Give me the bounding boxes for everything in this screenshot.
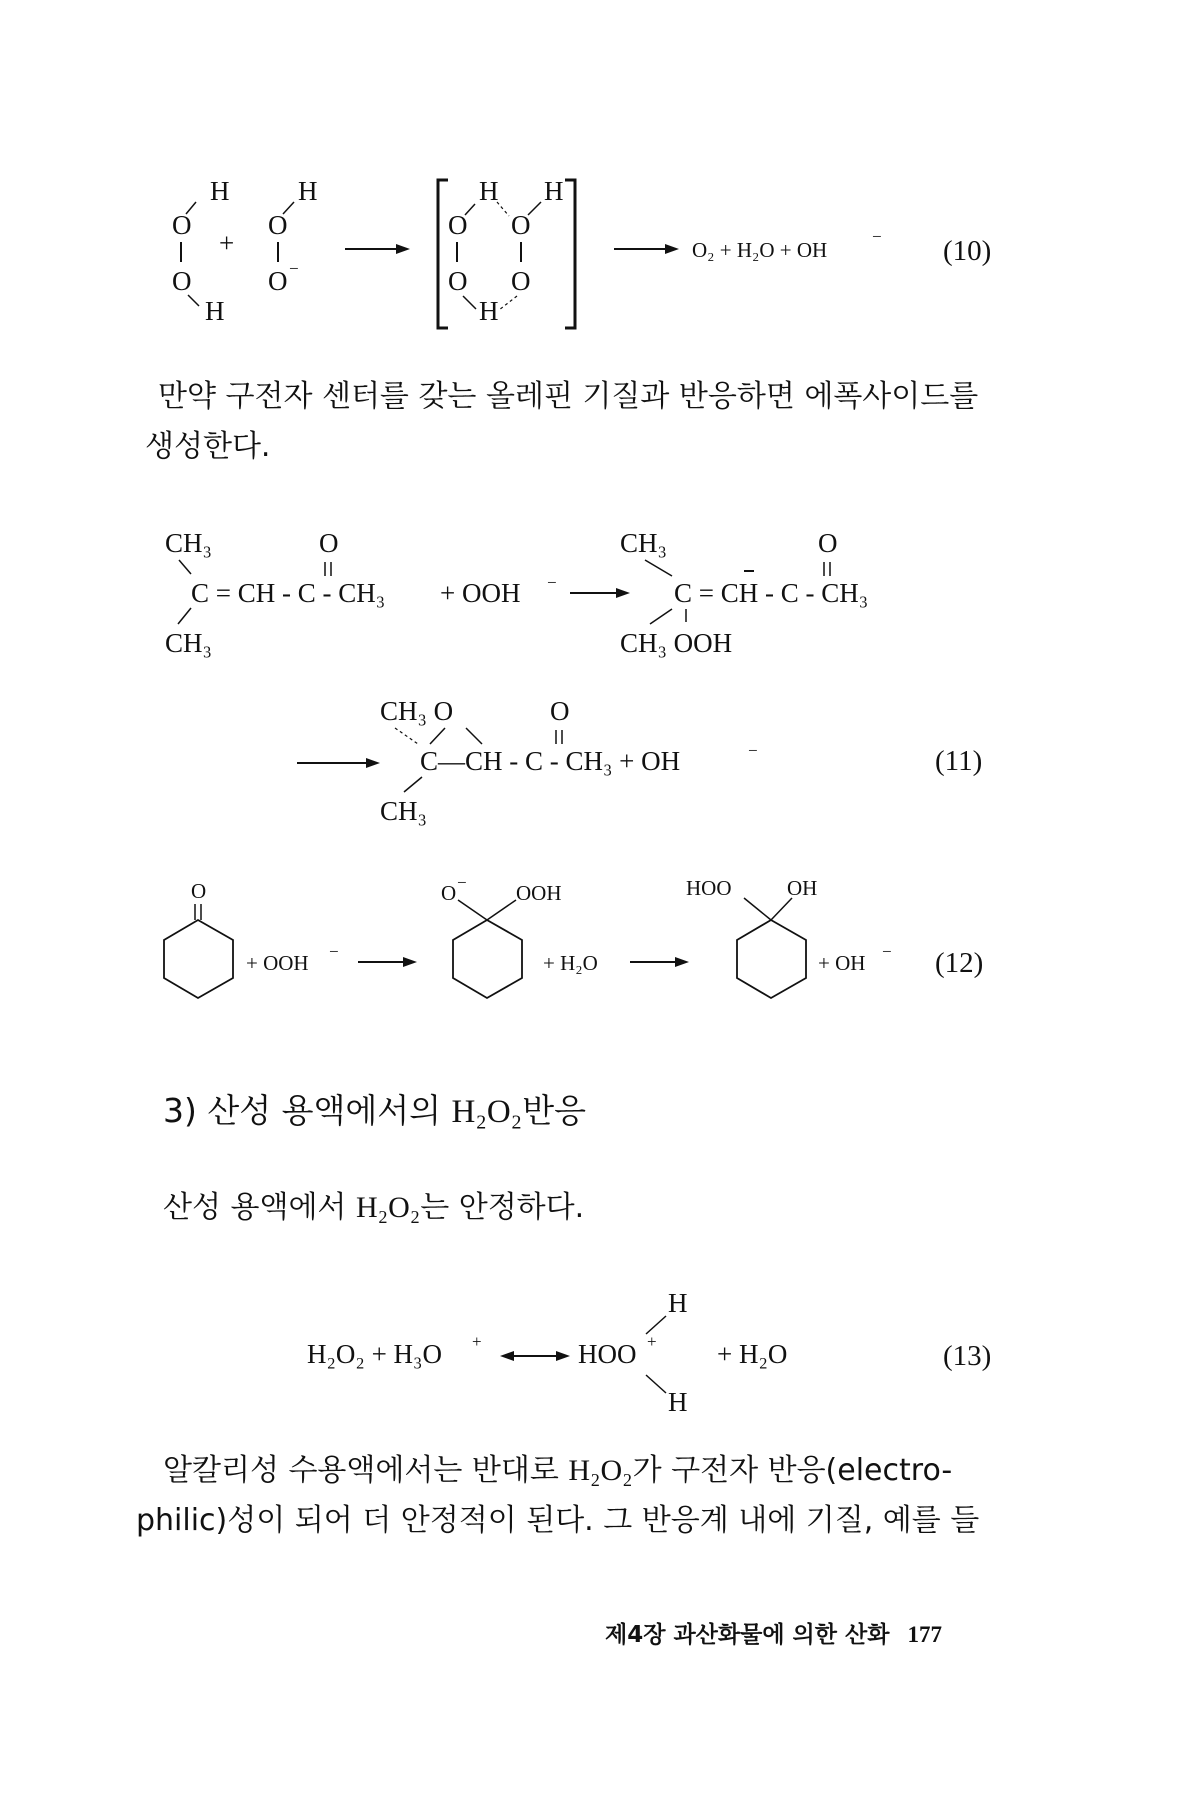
atom-o: O	[319, 528, 339, 558]
intermediate-chain: C = CH - C - CH₃	[674, 578, 869, 608]
paragraph-text: 알칼리성 수용액에서는 반대로	[163, 1453, 569, 1488]
reaction-arrow	[358, 957, 417, 967]
atom-h: H	[479, 176, 499, 206]
atom-h: H	[479, 296, 499, 326]
paragraph-text: 산성 용액에서	[163, 1190, 356, 1225]
products: O₂ + H₂O + OH	[692, 238, 828, 262]
paragraph-line: 만약 구전자 센터를 갖는 올레핀 기질과 반응하면 에폭사이드를	[158, 379, 979, 414]
paragraph-line	[136, 1446, 1026, 1496]
paragraph	[163, 1183, 584, 1233]
heading-formula: H₂O₂	[451, 1094, 523, 1130]
hydroxy-label: OH	[787, 876, 818, 900]
cyclohexanone	[164, 879, 233, 998]
charge-minus: −	[748, 741, 758, 760]
atom-h: H	[210, 176, 230, 206]
reaction-arrow	[345, 244, 410, 254]
paragraph-text: 가 구전자 반응(electro-	[632, 1453, 953, 1488]
paragraph-line: philic)성이 되어 더 안정적이 된다. 그 반응계 내에 기질, 예를 들	[136, 1503, 980, 1538]
charge-minus: −	[872, 227, 882, 246]
equation-10	[0, 170, 1200, 350]
hydroperoxy-label: HOO	[686, 876, 732, 900]
product-water: + H₂O	[717, 1339, 788, 1369]
equation-number: (10)	[943, 235, 992, 267]
atom-o: O	[511, 266, 531, 296]
paragraph	[145, 372, 1045, 472]
paragraph-formula: H₂O₂	[355, 1191, 421, 1224]
product-hydroxide: + OH	[818, 951, 866, 975]
paragraph	[136, 1446, 1026, 1546]
charge-minus: −	[547, 573, 557, 592]
equation-11	[0, 520, 1200, 830]
atom-o: O	[172, 266, 192, 296]
atom-h: H	[298, 176, 318, 206]
reactant-enone	[165, 528, 385, 658]
atom-h: H	[668, 1387, 688, 1417]
reaction-arrow	[630, 957, 689, 967]
charge-plus: +	[472, 1332, 482, 1351]
atom-o: O	[268, 266, 288, 296]
page-number: 177	[907, 1622, 942, 1647]
reagent: + H₂O	[543, 951, 598, 975]
reagent: + OOH	[246, 951, 309, 975]
methyl-group: CH₃	[620, 528, 667, 558]
reactant-chain: C = CH - C - CH₃	[191, 578, 386, 608]
reaction-arrow	[570, 588, 630, 598]
atom-o: O	[172, 210, 192, 240]
equation-number: (11)	[935, 745, 983, 777]
atom-o: O	[191, 879, 207, 903]
plus-sign: +	[219, 228, 235, 258]
peroxy-intermediate	[441, 873, 562, 998]
hydroperoxy-group: CH₃ OOH	[620, 628, 733, 658]
charge-minus: −	[289, 259, 299, 278]
charge-minus: −	[457, 873, 467, 892]
reaction-arrow	[614, 244, 679, 254]
heading-text: 반응	[522, 1091, 586, 1130]
charge-plus: +	[647, 1332, 657, 1351]
reactants: H₂O₂ + H₃O	[307, 1339, 442, 1369]
product-chain: C—CH - C - CH₃ + OH	[420, 746, 681, 776]
paragraph-formula: H₂O₂	[568, 1454, 633, 1487]
equation-12	[0, 870, 1200, 1020]
hydroxy-hydroperoxide	[686, 876, 817, 998]
methyl-group: CH₃	[380, 796, 427, 826]
intermediate-carbanion	[620, 528, 868, 658]
transition-state	[438, 176, 575, 328]
reagent: + OOH	[440, 578, 521, 608]
atom-o: O	[448, 266, 468, 296]
page-footer	[605, 1616, 942, 1649]
atom-h: H	[205, 296, 225, 326]
equilibrium-arrow	[500, 1351, 570, 1361]
heading-text: 3) 산성 용액에서의	[163, 1091, 452, 1130]
atom-o: O	[268, 210, 288, 240]
section-heading	[163, 1085, 586, 1132]
chapter-title: 제4장 과산화물에 의한 산화	[605, 1622, 890, 1648]
hydroperoxy-label: OOH	[516, 881, 562, 905]
atom-o: O	[448, 210, 468, 240]
equation-number: (13)	[943, 1340, 992, 1372]
charge-minus: −	[329, 942, 339, 961]
hydroperoxide-anion	[268, 176, 318, 296]
charge-minus: −	[882, 942, 892, 961]
methyl-group: CH₃	[165, 628, 212, 658]
atom-o: O	[511, 210, 531, 240]
equation-number: (12)	[935, 947, 984, 979]
atom-o: O	[550, 696, 570, 726]
reaction-arrow	[297, 758, 380, 768]
protonated-peroxide: HOO	[578, 1339, 637, 1369]
atom-h: H	[544, 176, 564, 206]
methyl-oxygen: CH₃ O	[380, 696, 454, 726]
methyl-group: CH₃	[165, 528, 212, 558]
epoxide-product	[380, 696, 758, 826]
equation-13	[0, 1285, 1200, 1425]
atom-o: O	[441, 881, 457, 905]
atom-h: H	[668, 1288, 688, 1318]
paragraph-text: 는 안정하다.	[420, 1190, 585, 1225]
atom-o: O	[818, 528, 838, 558]
paragraph-line: 생성한다.	[145, 429, 271, 464]
